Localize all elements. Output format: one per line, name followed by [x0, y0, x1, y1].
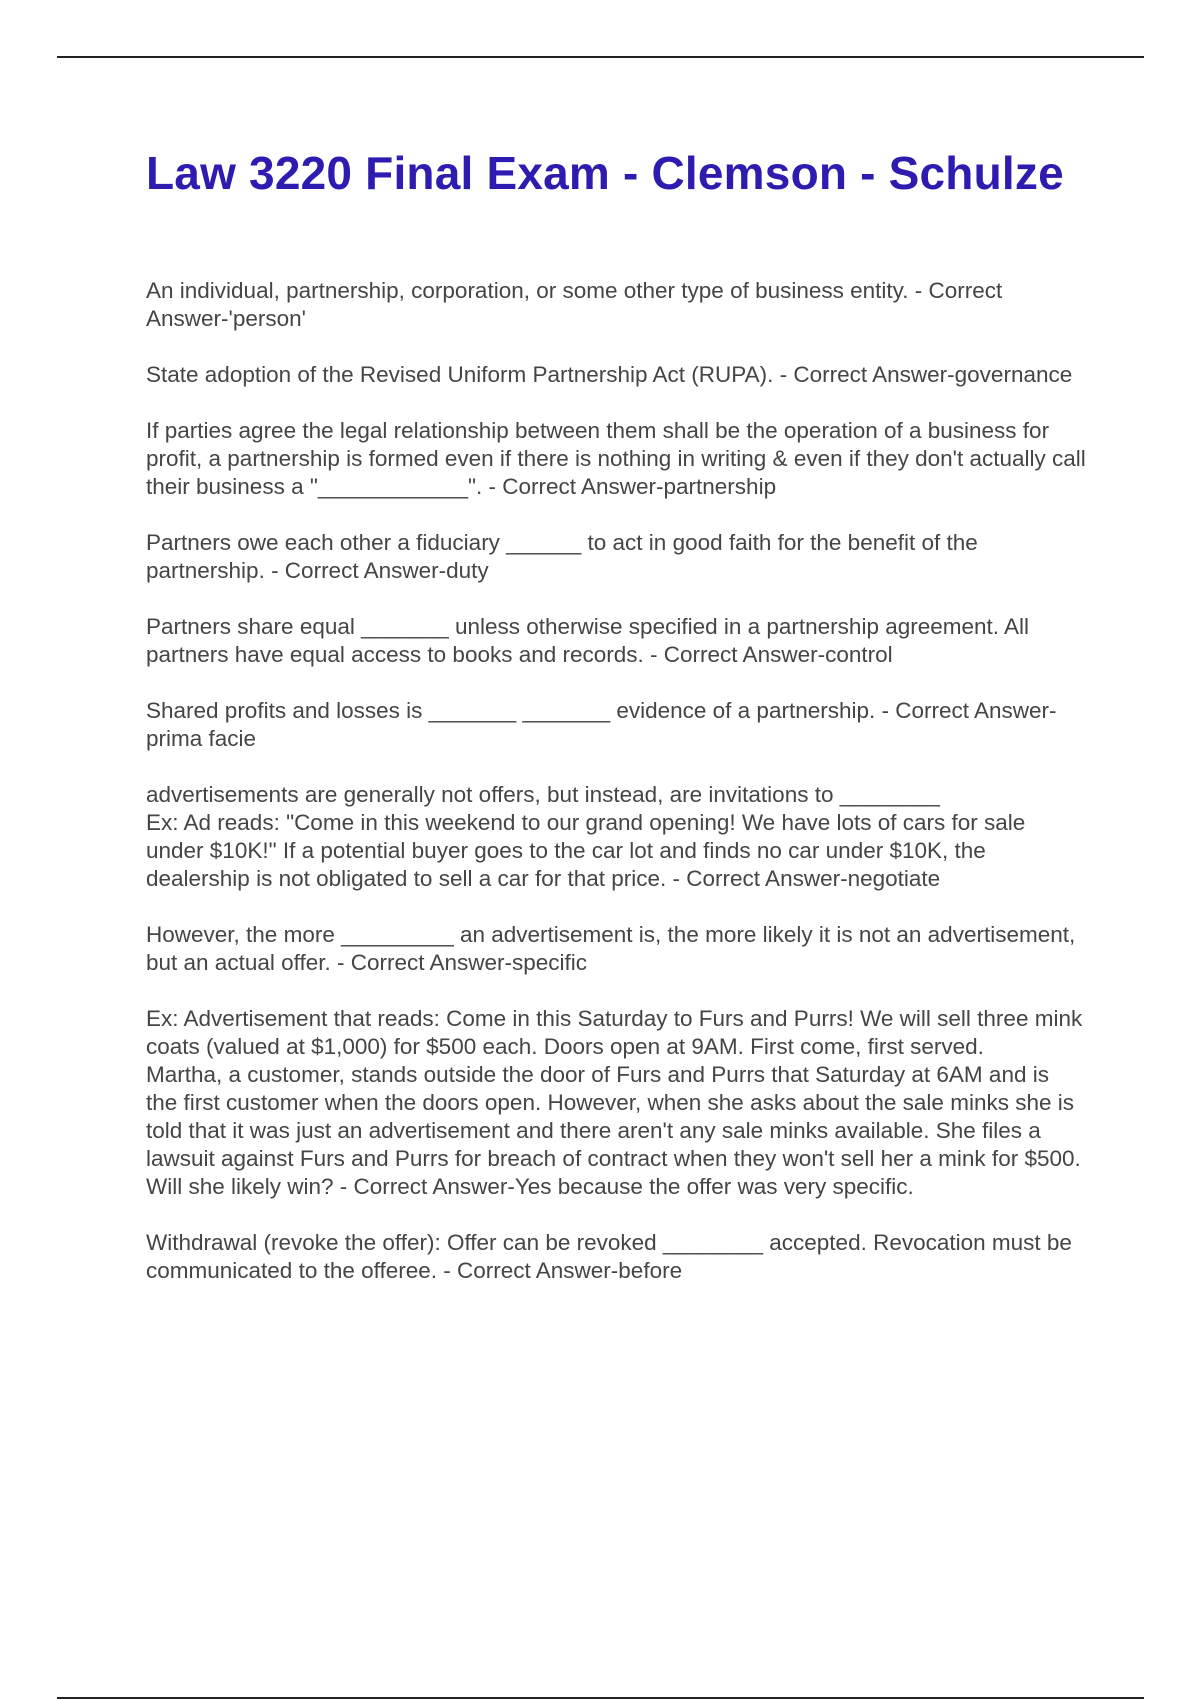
top-rule [57, 56, 1144, 58]
qa-list [146, 277, 1086, 1285]
qa-item: However, the more _________ an advertisement is, the more likely it is not an advertisement, but an actual offer. - Correct Answer-specific [146, 922, 1076, 975]
qa-item: An individual, partnership, corporation, or some other type of business entity. - Correct Answer-'person' [146, 278, 1003, 331]
qa-item: Shared profits and losses is _______ _______ evidence of a partnership. - Correct Answer-prima facie [146, 698, 1057, 751]
qa-item: Partners share equal _______ unless otherwise specified in a partnership agreement. All partners have equal access to books and records. - Correct Answer-control [146, 614, 1030, 667]
page-title: Law 3220 Final Exam - Clemson - Schulze [146, 147, 1064, 199]
qa-item: Withdrawal (revoke the offer): Offer can be revoked ________ accepted. Revocation must be communicated to the offeree. - Correct Answer-before [146, 1230, 1072, 1283]
qa-item: If parties agree the legal relationship between them shall be the operation of a business for profit, a partnership is formed even if there is nothing in writing & even if they don't actually call their business a "____________". - Correct Answer-partnership [146, 418, 1086, 499]
qa-item: Ex: Advertisement that reads: Come in this Saturday to Furs and Purrs! We will sell three mink coats (valued at $1,000) for $500 each. Doors open at 9AM. First come, first served. Martha, a customer, stands outside the door of Furs and Purrs that Saturday at 6AM and is the first customer when the doors open. However, when she asks about the sale minks she is told that it was just an advertisement and there aren't any sale minks available. She files a lawsuit against Furs and Purrs for breach of contract when they won't sell her a mink for $500. Will she likely win? - Correct Answer-Yes because the offer was very specific. [146, 1006, 1083, 1199]
bottom-rule [57, 1697, 1144, 1699]
document-body [146, 145, 1086, 1313]
qa-item: Partners owe each other a fiduciary ______ to act in good faith for the benefit of the partnership. - Correct Answer-duty [146, 530, 978, 583]
qa-item: State adoption of the Revised Uniform Partnership Act (RUPA). - Correct Answer-governance [146, 362, 1073, 387]
qa-item: advertisements are generally not offers, but instead, are invitations to ________ Ex: Ad reads: "Come in this weekend to our grand opening! We have lots of cars for sale under $10K!" If a potential buyer goes to the car lot and finds no car under $10K, the dealership is not obligated to sell a car for that price. - Correct Answer-negotiate [146, 782, 1026, 891]
